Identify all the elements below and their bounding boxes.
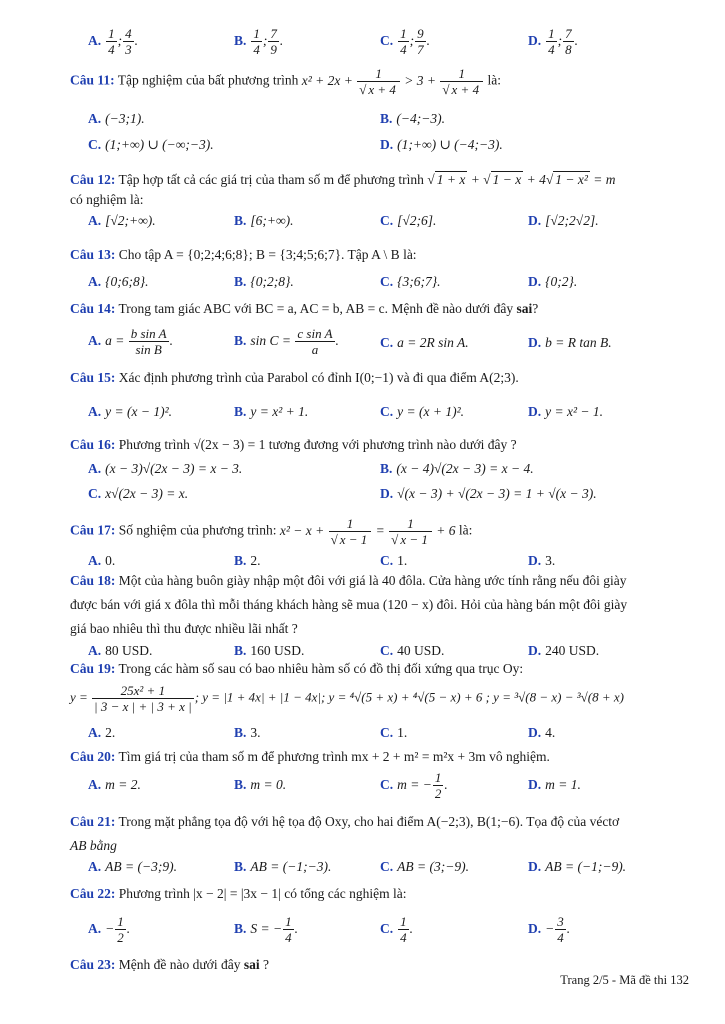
q15-options bbox=[88, 401, 688, 425]
q23-stem: Câu 23: Mệnh đề nào dưới đây sai ? bbox=[70, 957, 269, 972]
q10-options bbox=[88, 26, 688, 57]
q12-stem: Câu 12: Tập hợp tất cả các giá trị của tham số m để phương trình √ 1 + x + √ 1 − x + 4√ 1 − x² = m có nghiệm là: bbox=[70, 172, 616, 207]
q19-option-d: D. 4. bbox=[528, 725, 556, 740]
q22-options bbox=[88, 914, 688, 945]
q13-options bbox=[88, 271, 688, 295]
q21-option-b: B. AB = (−1;−3). bbox=[234, 859, 332, 874]
q20-option-b: B. m = 0. bbox=[234, 777, 287, 792]
q11-options-row2 bbox=[88, 134, 688, 158]
q14-option-b: B. sin C = $\frac{\text{c sin A}}{a}$ . bbox=[234, 326, 339, 357]
q13-option-b: B. {0;2;8}. bbox=[234, 274, 294, 289]
q21-option-d: D. AB = (−1;−9). bbox=[528, 859, 627, 874]
q12-option-b: B. [6;+∞). bbox=[234, 213, 294, 228]
q11-option-a: A. (−3;1). bbox=[88, 111, 145, 126]
q13-option-c: C. {3;6;7}. bbox=[380, 274, 441, 289]
q22-option-b: B. S = − $\frac{1}{4}$ . bbox=[234, 914, 298, 945]
q17-option-d: D. 3. bbox=[528, 553, 556, 568]
q16-option-a: A. (x − 3)√(2x − 3) = x − 3. bbox=[88, 461, 243, 476]
q17-stem: Câu 17: Số nghiệm của phương trình: x² − x + $\frac{1}{√ x - 1}$ = $\frac{1}{√ x - 1}$ + 6 là: bbox=[70, 516, 473, 547]
q10-option-c: C. $\frac{1}{4}$ ; $\frac{9}{7}$ . bbox=[380, 26, 430, 57]
q11-option-c: C. (1;+∞) ∪ (−∞;−3). bbox=[88, 137, 214, 152]
q11-option-d: D. (1;+∞) ∪ (−4;−3). bbox=[380, 137, 503, 152]
q16-option-c: C. x√(2x − 3) = x. bbox=[88, 486, 189, 501]
q15-option-c: C. y = (x + 1)². bbox=[380, 404, 464, 419]
q10-option-b: B. $\frac{1}{4}$ ; $\frac{7}{9}$ . bbox=[234, 26, 284, 57]
q20-option-c: C. m = − $\frac{1}{2}$ . bbox=[380, 770, 448, 801]
q21-option-c: C. AB = (3;−9). bbox=[380, 859, 469, 874]
q14-option-c: C. a = 2R sin A. bbox=[380, 335, 469, 350]
q16-stem: Câu 16: Phương trình √(2x − 3) = 1 tương đương với phương trình nào dưới đây ? bbox=[70, 437, 517, 452]
q18-option-c: C. 40 USD. bbox=[380, 643, 445, 658]
q20-options bbox=[88, 770, 688, 801]
q13-option-d: D. {0;2}. bbox=[528, 274, 578, 289]
q12-option-a: A. [√2;+∞). bbox=[88, 213, 156, 228]
q15-stem: Câu 15: Xác định phương trình của Parabol có đỉnh I(0;−1) và đi qua điểm A(2;3). bbox=[70, 370, 519, 385]
q20-option-a: A. m = 2. bbox=[88, 777, 141, 792]
q16-options-row2 bbox=[88, 483, 688, 507]
q18-option-d: D. 240 USD. bbox=[528, 643, 600, 658]
q22-option-a: A. − $\frac{1}{2}$ . bbox=[88, 914, 131, 945]
q18-option-a: A. 80 USD. bbox=[88, 643, 153, 658]
q20-option-d: D. m = 1. bbox=[528, 777, 581, 792]
q19-functions: y = $\frac{\text{25x² + 1}}{| 3 - x | + | 3 + x |}$ ; y = |1 + 4x| + |1 − 4x|; y = ⁴√(5 + x) + ⁴√(5 − x) + 6 ; y = ³√(8 − x) − ³√(8 + x) bbox=[70, 683, 624, 714]
q17-option-b: B. 2. bbox=[234, 553, 261, 568]
q17-equation: x² − x + $\frac{1}{√ x - 1}$ = $\frac{1}{√ x - 1}$ + 6 bbox=[279, 516, 456, 547]
q20-stem: Câu 20: Tìm giá trị của tham số m để phương trình mx + 2 + m² = m²x + 3m vô nghiệm. bbox=[70, 749, 550, 764]
q19-stem: Câu 19: Trong các hàm số sau có bao nhiêu hàm số có đồ thị đối xứng qua trục Oy: bbox=[70, 661, 524, 676]
q11-stem: Câu 11: Tập nghiệm của bất phương trình x² + 2x + $\frac{1}{√ x + 4}$ > 3 + $\frac{1}{√ x + 4}$ là: bbox=[70, 66, 501, 97]
q19-option-a: A. 2. bbox=[88, 725, 116, 740]
q18-option-b: B. 160 USD. bbox=[234, 643, 305, 658]
q21-stem: Câu 21: Trong mặt phẳng tọa độ với hệ tọa độ Oxy, cho hai điểm A(−2;3), B(1;−6). Tọa độ của véctơ AB bằng bbox=[70, 814, 620, 853]
q12-options bbox=[88, 210, 688, 234]
q16-option-b: B. (x − 4)√(2x − 3) = x − 4. bbox=[380, 461, 534, 476]
q17-option-c: C. 1. bbox=[380, 553, 408, 568]
page-footer: Trang 2/5 - Mã đề thi 132 bbox=[560, 973, 689, 987]
q22-option-d: D. − $\frac{3}{4}$ . bbox=[528, 914, 571, 945]
q12-equation: √ 1 + x + √ 1 − x + 4√ 1 − x² = m bbox=[427, 172, 616, 187]
q15-option-b: B. y = x² + 1. bbox=[234, 404, 309, 419]
q14-options bbox=[88, 326, 688, 357]
q19-option-b: B. 3. bbox=[234, 725, 261, 740]
q15-option-d: D. y = x² − 1. bbox=[528, 404, 604, 419]
q13-option-a: A. {0;6;8}. bbox=[88, 274, 149, 289]
q12-option-c: C. [√2;6]. bbox=[380, 213, 437, 228]
q10-option-d: D. $\frac{1}{4}$ ; $\frac{7}{8}$ . bbox=[528, 26, 578, 57]
q14-stem: Câu 14: Trong tam giác ABC với BC = a, AC = b, AB = c. Mệnh đề nào dưới đây sai? bbox=[70, 301, 539, 316]
q22-stem: Câu 22: Phương trình |x − 2| = |3x − 1| có tổng các nghiệm là: bbox=[70, 886, 407, 901]
q13-stem: Câu 13: Cho tập A = {0;2;4;6;8}; B = {3;4;5;6;7}. Tập A \ B là: bbox=[70, 247, 417, 262]
q18-stem: Câu 18: Một của hàng buôn giày nhập một đôi với giá là 40 đôla. Cửa hàng ước tính rằng nếu đôi giày được bán với giá x đôla thì mỗi tháng khách hàng sẽ mua (120 − x) đôi. Hỏi của hàng bán một đôi giày giá bao nhiêu thì thu được nhiều lãi nhất ? bbox=[70, 573, 628, 636]
q22-option-c: C. $\frac{1}{4}$ . bbox=[380, 914, 413, 945]
q10-option-a: A. $\frac{1}{4}$ ; $\frac{4}{3}$ . bbox=[88, 26, 138, 57]
q11-option-b: B. (−4;−3). bbox=[380, 111, 445, 126]
q16-options-row1 bbox=[88, 458, 688, 482]
q11-options-row1 bbox=[88, 108, 688, 132]
q16-option-d: D. √(x − 3) + √(2x − 3) = 1 + √(x − 3). bbox=[380, 486, 597, 501]
q19-options bbox=[88, 722, 688, 746]
q21-option-a: A. AB = (−3;9). bbox=[88, 859, 177, 874]
q21-options bbox=[88, 856, 688, 880]
q14-option-d: D. b = R tan B. bbox=[528, 335, 612, 350]
q14-option-a: A. a = $\frac{\text{b sin A}}{\text{sin B}}$ . bbox=[88, 326, 174, 357]
q12-option-d: D. [√2;2√2]. bbox=[528, 213, 599, 228]
q17-option-a: A. 0. bbox=[88, 553, 116, 568]
q11-inequality: x² + 2x + $\frac{1}{√ x + 4}$ > 3 + $\frac{1}{√ x + 4}$ bbox=[302, 73, 484, 88]
q15-option-a: A. y = (x − 1)². bbox=[88, 404, 172, 419]
q19-option-c: C. 1. bbox=[380, 725, 408, 740]
